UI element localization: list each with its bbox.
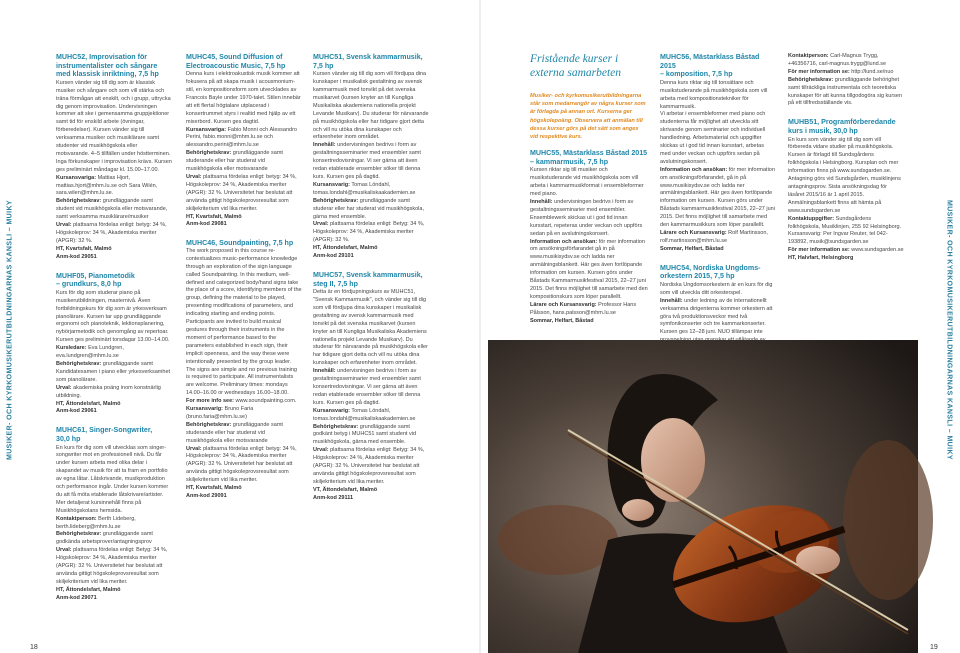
page-number-right: 19 [930, 644, 938, 651]
course-paragraph: Kurs för dig som studerar piano på musikerutbildningen, masternivå. Även fortbildningskurs för dig som är yrkesverksam pianolärare. Kursen tar upp grundläggande ergonomi och pianoteknik, lektionsplanering, nybörjarmetodik och genomgång av repertoar. Kursen ges preliminärt torsdagar 13.00–14.00. [56, 289, 170, 344]
course-paragraph: Kursansvariga: Fabio Monni och Alessandro Perini, fabio.monni@mhm.lu.se och alessandro.perini@mhm.lu.se [186, 126, 297, 149]
course-paragraph: The work proposed in this course re-contextualizes music-performance knowledge through an exploration of the sign language called Soundpainting. In this medium, well-defined and categorized body/hand signs take the place of a score, identifying members of the group, defining the material to be played, presenting modifications of parameters, and indicating starting and ending points. Participants are invited to build musical gestures through their instruments in the moment of performance based to the parameters established in each sign, their implicit openness, and the way these were intentionally presented by the group leader. The signs are simple and no previous training is required to participate. All instrumentalists are welcome. Preliminary times: mondays 14.00–16.00 or wednesdays 16.00–18.00. [186, 247, 302, 397]
course-paragraph: Behörighetskrav: grundläggande samt godkänt betyg i MUHC51 samt student vid musikhögskola, gärna med ensemble. [313, 423, 417, 446]
right-side-strip [943, 40, 955, 620]
course-title: MUHB51, Programförberedande [788, 118, 896, 127]
external-courses-intro: Musiker- och kyrkomusikerutbildningarna står som medarrangör av några kurser som är förlagda på annan ort. Kurserna ger högskolepoäng. Observera att anmälan till dessa kurser görs på det sätt som anges vid respektive kurs. [530, 93, 646, 141]
course-paragraph: Kursansvarig: Tomas Löndahl, tomas.londahl@musikaliskaakademien.se [313, 407, 416, 422]
course-title: MUHC54, Nordiska Ungdoms- [660, 263, 761, 272]
background-violin-left [498, 505, 618, 575]
course-subtitle: – grundkurs, 8,0 hp [56, 280, 122, 289]
course-paragraph: Anm-kod 29061 [56, 408, 97, 415]
course-entry [313, 271, 429, 503]
course-paragraph: Kontaktperson: Berth Lideberg, berth.lideberg@mhm.lu.se [56, 515, 136, 530]
external-courses-heading: Fristående kurser i externa samarbeten [530, 53, 622, 79]
course-column-5 [660, 53, 776, 383]
course-paragraph: Kursledare: Eva Lundgren, eva.lundgren@mhm.lu.se [56, 345, 124, 360]
course-paragraph: Information och ansökan: för mer information om ansökningsförfarandet gå in på www.musikisydsv.se och ladda ner anmälningsblankett. Här ges även fortlöpande information om kursen. Kursen görs under Båstads Kammarmusikfestival 2015, 22–27 juni 2015. Det finns möjlighet till samarbete med den kompositionskurs som löper parallellt. [530, 238, 648, 300]
course-paragraph: Kursen vänder sig till dig som är klassisk musiker och sångare och som vill stärka och träna förmågan att enskilt, och i grupp, uttrycka dig genom improvisation. Undervisningen kommer att ske i gemensamma gruppjektioner samt tid för enskild arbete (övningar, förberedelser). Kursen vänder sig till verksamma musiker och musiklärare samt studenter vid musikhögskola eller motsvarande. 4–5 tillfällen under höstterminen. Inga förkunskaper i improvisation krävs. Kursen ges preliminärt måndagar kl. 15.00–17.00. [56, 79, 172, 173]
page-divider [479, 0, 481, 653]
course-paragraph: Nordiska Ungdomsorkestern är en kurs för dig som vill utveckla ditt orkesterspel. [660, 281, 773, 296]
course-paragraph: Behörighetskrav: grundläggande samt studerande eller har studerat vid musikhögskola eller motsvarande [186, 150, 283, 173]
course-paragraph: HT, Halvfart, Helsingborg [788, 255, 854, 262]
course-paragraph: Innehåll: under ledning av de internationellt verksamma dirigenterna kommer orkestern att göra två produktionsveckor med två symfonikonserter och tre kammarkonserter. Kursen ges 12–28 juni. NUO tillämpar inte [660, 297, 773, 336]
violinist-illustration [488, 340, 918, 653]
course-paragraph: Behörighetskrav: grundläggande samt student vid musikhögskola eller motsvarande, samt verksamma musiklärare/musiker [56, 198, 168, 221]
course-paragraph: VT, Ättondelsfart, Malmö [313, 486, 378, 493]
course-entry [313, 53, 429, 261]
page-number-left: 18 [30, 644, 38, 651]
course-paragraph: Behörighetskrav: grundläggande samt studerande eller har studerat vid musikhögskola eller motsvarande [186, 421, 283, 444]
course-paragraph: HT, Kvartsfalt, Malmö [56, 245, 112, 252]
course-entry [56, 426, 172, 602]
course-entry [56, 272, 172, 417]
course-paragraph: HT, Ättondelsfart, Malmö [313, 245, 378, 252]
course-title: MUHC45, Sound Diffusion of [186, 53, 283, 61]
course-entry [56, 53, 172, 262]
fingering-hand [622, 499, 654, 521]
course-entry [660, 53, 776, 254]
course-paragraph: Lärare och Kursansvarig: Rolf Martinsson, rolf.martinsson@mhm.lu.se [660, 230, 768, 244]
course-entry [186, 53, 302, 229]
course-paragraph: Urval: plattsarna fördelas enligt: betyg: 34 %, Högskoleprov: 34 %, Akademiska meriter (APGR): 32 %. Universitetet har beslutat att använda gittigt högskoleprovsresultat som skiljekriterium vid lika meriter. [186, 173, 297, 212]
course-entry [186, 239, 302, 501]
course-title: MUHC61, Singer-Songwriter, [56, 426, 153, 435]
face [641, 418, 705, 502]
course-title: MUHC52, Improvisation för [56, 53, 148, 61]
course-paragraph: Behörighetskrav: grundläggande samt Kandidatexamen i piano eller yrkesverksamhet som pianolärare. [56, 360, 171, 383]
course-paragraph: Anm-kod 29101 [313, 253, 354, 260]
course-paragraph: Vi arbetar i ensembleformer med piano och studenterna får möjlighet att utveckla sitt skrivande genom seminarier och individuell handledning. Arbetsmaterial och uppgifter skickas ut i god tid innan kursstart, arbetas med under veckan och uppförs sedan på avslutningskonsert. [660, 111, 766, 165]
course-paragraph: För mer information se: www.sundsgarden.se [788, 247, 904, 254]
course-paragraph: Denna kurs riktar sig till tonsättare och musikstuderande på musikhögskola som vill arbeta med kompositionstekniker för kammarmusik. [660, 79, 768, 110]
course-subtitle: orkestern 2015, 7,5 hp [660, 272, 735, 281]
course-title: MUHC56, Mästarklass Båstad 2015 [660, 53, 760, 70]
course-title: MUHF05, Pianometodik [56, 271, 135, 280]
course-title: MUHC51, Svensk kammarmusik, [313, 53, 423, 61]
course-paragraph: Kursen vänder sig till dig som vill fördjupa dina kunskaper i musikalisk gestaltning av svensk kammarmusik med tonvikt på det svenska musikarvet (kursen knyter an till Kungliga Musikaliska akademiens nationella projekt Levande Musikarv). Du studerar för närvarande på musikhögskola eller har tidigare gjort detta och vill nu utöka dina kunskaper och erfarenheter inom området. [313, 71, 429, 141]
course-paragraph: Innehåll: undervisningen bedrivs i form av gestaltningsseminarier med ensembler. Ensemblewerk skickas ut i god tid innan kursstart, repeteras under veckan och uppförs sedan på en avslutningskonsert. [530, 199, 643, 237]
course-paragraph: Urval: plattsarna fördelas enligt: Betyg: 34 %, Högskoleprov: 34 %, Akademiska meriter (APGR): 32 %. [313, 221, 425, 244]
course-paragraph: Behörighetskrav: grundläggande samt godkända arbetsprover/antagningsprov [56, 531, 153, 546]
course-column-3 [313, 53, 429, 501]
course-paragraph: Kursen riktar sig till musiker och musikstuderande vid musikhögskola som vill arbeta i kammarmusikformat i ensembleformer med piano. [530, 167, 644, 198]
course-title: MUHC55, Mästarklass Båstad 2015 [530, 149, 648, 158]
course-entry [530, 149, 648, 325]
course-paragraph: Kursansvarig: Tomas Löndahl, tomas.londahl@musikaliskaakademien.se [313, 181, 416, 196]
bow-hand [796, 546, 840, 574]
course-title: MUHC46, Soundpainting, 7,5 hp [186, 239, 294, 248]
course-paragraph: HT, Ättondelsfart, Malmö [56, 586, 121, 593]
course-column-2 [186, 53, 302, 533]
course-paragraph: En kurs för dig som vill utvecklas som singer-songwriter mot en professionell nivå. Du får under kursen arbeta med olika delar i skapandet av musik för att ta fram en portfolio av egna låtar. Låtskrivande, musikproduktion och performance ingår. Under kursen kommer du att få möta etablerade låtskrivare/artister. Mer detaljerat kursinnehåll finns på Musikhögskolans hemsida. [56, 444, 169, 514]
course-paragraph: Kursansvariga: Mattias Hjort, mattias.hjort@mhm.lu.se och Sara Wilén, sara.wilen@mhm.lu.se. [56, 174, 158, 197]
course-subtitle: – komposition, 7,5 hp [660, 70, 733, 79]
left-strip-text: MUSIKER- OCH KYRKOMUSIKERUTBILDNINGARNAS KANSLI – MUIKY [6, 199, 14, 461]
course-paragraph: Behörighetskrav: grundläggande samt studerar eller har studerat vid musikhögskola, gärna med ensemble. [313, 197, 424, 220]
course-subtitle: – kammarmusik, 7,5 hp [530, 157, 609, 166]
external-courses-column [530, 53, 648, 336]
course-paragraph: Urval: plattsarna fördelas enligt: Betyg: 34 %, Högskoleprov: 34 %, Akademiska meriter (APGR): 32 %. Universitetet har beslutat att använda gittigt högskoleprovsresultat som skiljekriterium vid lika meriter. [56, 547, 168, 585]
course-paragraph: Kontaktuppgifter: Sundsgårdens folkhögskola, Musiklinjen, 255 92 Helsingborg. Kursansvarig: Per Ingvar Reuter, tel 042-193892, musik@sundsgarden.se [788, 215, 902, 246]
course-paragraph: Behörighetskrav: grundläggande behörighet samt tillräckliga instrumentala och teoretiska kunskaper för att kunna tillgodogöra sig kursen på ett tillfredsställande vis. [788, 76, 903, 107]
course-subtitle: Electroacoustic Music, 7,5 hp [186, 61, 286, 70]
course-paragraph: Anm-kod 29071 [56, 594, 97, 601]
course-paragraph: En kurs som vänder sig till dig som vill förbereda vidare studier på musikhögskola. Kursen är förlagd till Sundsgårdens folkhögskola i Helsingborg. Kursplan och mer information finns på www.sundsgarden.se. Antagning görs vid Sundsgården, musiklinjens antagningsprov. Sista ansökningsdag för läsåret 2015/16 är 1 april 2015. Anmälningsblankett finns att hämta på www.sundsgarden.se [788, 136, 901, 214]
course-column-6 [788, 53, 904, 278]
course-paragraph: Denna kurs i elektroakustisk musik kommer att fokusera på att skapa musik i acousmonium-stil, en kompositionsform som utvecklades av Francois Bayle under 1970-talet. Stilen innebär att ett flertal högtalare utplacerad i konsertrummet styrs i realtid med hjälp av ett mixerbord. Kursen ges dagtid. [186, 71, 301, 125]
course-entry [788, 118, 904, 263]
course-paragraph: HT, Ättondelsfart, Malmö [56, 400, 121, 407]
course-paragraph: Detta är en fördjupningskurs av MUHC51, "Svensk Kammarmusik", och vänder sig till dig som vill fördjupa dina kunskaper i musikalisk gestaltning av svensk kammarmusik med tonvikt på det svenska musikarvet (kursen knyter an till Kungliga Musikaliska Akademiens nationella projekt Levande Musikarv). Du studerar för närvarande på musikhögskola eller har tidigare gjort detta och vill nu utöka dina kunskaper och erfarenheter inom området. [313, 289, 428, 367]
course-subtitle: kurs i musik, 30,0 hp [788, 126, 858, 135]
course-paragraph: Innehåll: undervisningen bedrivs i form av gestaltningsseminarier med ensembler samt konsertredovisningar. Vi ser gärna att även redan etablerade ensembler söker till denna kurs. Kursen ges på dagtid. [313, 142, 421, 180]
course-paragraph: Urval: akademiska poäng inom konstnärlig utbildning. [56, 384, 161, 399]
course-entry [788, 53, 904, 108]
course-paragraph: Urval: plattsarna fördelas enligt: betyg: 34 %, Högskoleprov: 34 %, Akademiska meriter (APGR): 32 %. Universitetet har beslutat att använda gittigt högskoleprovsresultat som skiljekriterium vid lika meriter. [186, 445, 297, 484]
course-paragraph: Information och ansökan: för mer information om ansökningsförfarandet, gå in på www.musikisydsv.se och ladda ner anmälningsblankett. Här ges även fortlöpande information om kursen. Kursen görs under Båstads kammarmusikfestival 2015, 22–27 juni 2015. Det finns möjlighet till samarbete med den kammarmusikkurs som löper parallellt. [660, 166, 775, 229]
course-title: MUHC57, Svensk kammarmusik, [313, 270, 423, 279]
course-paragraph: Anm-kod 29081 [186, 221, 227, 228]
course-paragraph: För mer information se: http://lund.se/nuo [788, 68, 894, 75]
course-paragraph: Kursansvarig: Bruno Faria (bruno.faria@mhm.lu.se) [186, 406, 254, 420]
course-paragraph: Urval: plattsarna fördelas enligt: betyg: 34 %, Högskoleprov: 34 %, Akademiska meriter (APGR): 32 %. [56, 222, 167, 244]
course-paragraph: Anm-kod 29051 [56, 253, 97, 260]
violinist-photo [488, 340, 918, 653]
course-paragraph: Anm-kod 29111 [313, 494, 354, 501]
external-courses-entries [530, 149, 648, 325]
background-violin-right [843, 440, 933, 600]
course-paragraph: For more info see: www.soundpainting.com. [186, 398, 297, 405]
course-paragraph: HT, Kvartsfalt, Malmö [186, 213, 242, 220]
course-paragraph: Sommar, Helfart, Båstad [530, 317, 594, 324]
course-subtitle: steg II, 7,5 hp [313, 279, 358, 288]
course-paragraph: Innehåll: undervisningen bedrivs i form av gestaltningsseminarier med ensembler samt konsertredovisningar. Vi ser gärna att även redan etablerade ensembler söker till denna kurs. Kursen ges på dagtid. [313, 368, 421, 406]
course-subtitle: instrumentalister och sångare med klassisk inriktning, 7,5 hp [56, 61, 159, 79]
course-subtitle: 30,0 hp [56, 434, 81, 443]
course-paragraph: Urval: plattsarna fördelas enligt: Betyg: 34 %, Högskoleprov: 34 %, Akademiska meriter (APGR): 32 %. Universitetet har beslutat att använda gittigt högskoleprovsresultat som skiljekriterium vid lika meriter. [313, 447, 425, 485]
course-paragraph: Kontaktperson: Carl-Magnus Trygg, +46356716, carl-magnus.trygg@lund.se [788, 53, 887, 67]
course-paragraph: Lärare och Kursansvarig: Professor Hans Pålsson, hans.palsson@mhm.lu.se [530, 301, 637, 316]
left-side-strip [4, 40, 16, 620]
course-paragraph: Anm-kod 29091 [186, 493, 227, 499]
right-strip-text: MUSIKER- OCH KYRKOMUSIKERUTBILDNINGARNAS KANSLI – MUIKY [945, 199, 953, 461]
course-subtitle: 7,5 hp [313, 61, 334, 70]
course-paragraph: Sommar, Helfart, Båstad [660, 245, 724, 252]
course-column-1 [56, 53, 172, 638]
course-paragraph: HT, Kvartsfalt, Malmö [186, 485, 242, 492]
